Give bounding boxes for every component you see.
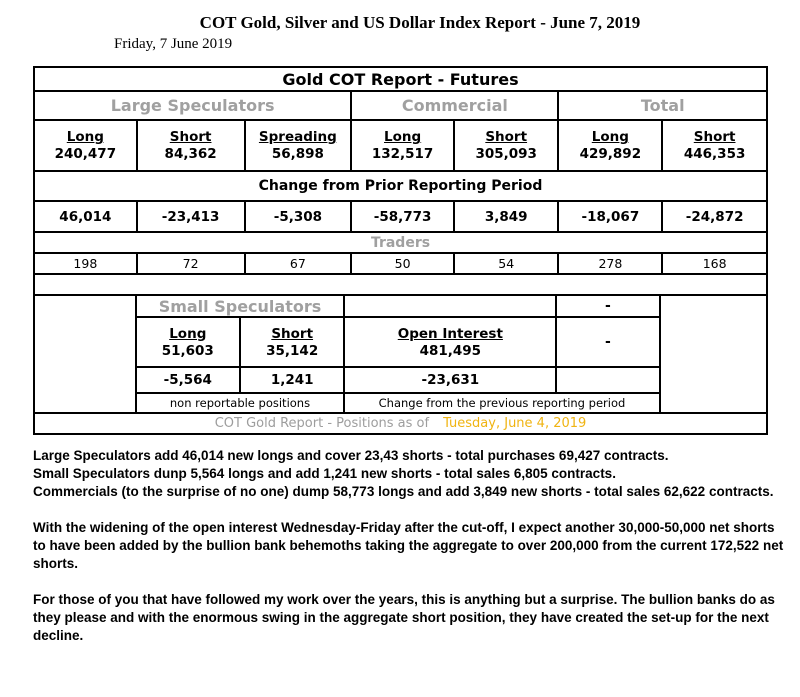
cell-commercial-short: [455, 121, 560, 170]
empty-spacer-cell-left: [35, 296, 137, 412]
column-header: Spreading: [258, 129, 337, 145]
cell-commercial-long: [352, 121, 455, 170]
column-header: Short: [271, 325, 314, 342]
position-value: 56,898: [271, 146, 324, 162]
small-spec-title-row: [137, 296, 659, 318]
change-value: -5,564: [137, 368, 241, 392]
change-value: 3,849: [455, 202, 560, 231]
gold-cot-table: [33, 66, 768, 435]
traders-header-row: [35, 233, 766, 254]
cell-largespec-long: [35, 121, 138, 170]
change-value: -24,872: [685, 208, 744, 225]
traders-count: 54: [455, 254, 560, 273]
cell-open-interest: [345, 318, 557, 366]
position-value: 84,362: [164, 146, 217, 162]
commentary-line: Large Speculators add 46,014 new longs and cover 23,43 shorts - total purchases 69,427 contracts.: [33, 448, 669, 463]
traders-values-row: [35, 254, 766, 275]
small-speculators-block: [35, 296, 766, 414]
traders-count: 168: [702, 256, 727, 271]
empty-spacer-cell-right: [659, 296, 766, 412]
column-header: Long: [66, 129, 104, 145]
column-header: Short: [693, 129, 736, 145]
traders-count: 72: [138, 254, 246, 273]
page: [0, 13, 800, 697]
position-value: 240,477: [54, 146, 117, 162]
cell-total-long: [559, 121, 663, 170]
column-header: Open Interest: [397, 325, 503, 342]
spacer-row: [35, 275, 766, 296]
small-spec-positions-row: [137, 318, 659, 368]
change-value: 46,014: [35, 202, 138, 231]
small-spec-footnote-row: [137, 394, 659, 412]
traders-count: 278: [559, 254, 663, 273]
commentary-paragraph-1: [33, 447, 785, 501]
column-header: Long: [384, 129, 422, 145]
traders-header: Traders: [370, 234, 431, 251]
change-value: -18,067: [559, 202, 663, 231]
column-header: Long: [169, 325, 207, 342]
footer-date: Tuesday, June 4, 2019: [443, 416, 587, 431]
change-value: -23,631: [345, 368, 557, 392]
position-value: 35,142: [266, 342, 319, 359]
cell-smallspec-short: [241, 318, 345, 366]
traders-count: 198: [35, 254, 138, 273]
footer-label: COT Gold Report - Positions as of: [214, 416, 430, 431]
position-value: 446,353: [683, 146, 746, 162]
nonreportable-footnote: non reportable positions: [137, 394, 346, 412]
change-footnote: Change from the previous reporting period: [378, 396, 626, 410]
change-header: Change from Prior Reporting Period: [258, 178, 543, 194]
section-commercial: Commercial: [352, 92, 559, 119]
empty-cell: [345, 296, 557, 316]
report-document: [0, 13, 800, 645]
positions-row: [35, 121, 766, 172]
change-header-row: [35, 172, 766, 202]
small-speculators-grid: [137, 296, 659, 412]
section-header-row: [35, 92, 766, 121]
position-value: 132,517: [371, 146, 434, 162]
change-value: -23,413: [138, 202, 246, 231]
empty-cell: [557, 368, 658, 392]
traders-count: 67: [246, 254, 353, 273]
cell-smallspec-long: [137, 318, 241, 366]
commentary-paragraph-2: With the widening of the open interest Wednesday-Friday after the cut-off, I expect another 30,000-50,000 net shorts to have been added by the bullion bank behemoths taking the aggregate to over 200,000 from the current 172,522 net shorts.: [33, 520, 784, 571]
change-value: -58,773: [352, 202, 455, 231]
cell-total-short: [663, 121, 766, 170]
cell-largespec-spreading: [246, 121, 353, 170]
cell-largespec-short: [138, 121, 246, 170]
position-value: 51,603: [161, 342, 214, 359]
commentary: [33, 447, 785, 645]
table-title: Gold COT Report - Futures: [282, 69, 519, 89]
table-footer-row: [35, 414, 766, 433]
column-header: Short: [485, 129, 528, 145]
traders-count: 50: [352, 254, 455, 273]
dash-cell: -: [605, 298, 611, 314]
section-large-speculators: Large Speculators: [35, 92, 352, 119]
report-date-line: Friday, 7 June 2019: [114, 36, 233, 52]
table-title-row: [35, 68, 766, 92]
column-header: Short: [169, 129, 212, 145]
small-spec-change-row: [137, 368, 659, 394]
commentary-line: Small Speculators dunp 5,564 longs and add 1,241 new shorts - total sales 6,805 contracts.: [33, 466, 616, 481]
change-values-row: [35, 202, 766, 233]
dash-cell: -: [605, 334, 611, 350]
section-total: Total: [640, 96, 685, 115]
position-value: 305,093: [475, 146, 537, 162]
position-value: 429,892: [579, 146, 642, 162]
commentary-line: Commercials (to the surprise of no one) dump 58,773 longs and add 3,849 new shorts - total sales 62,622 contracts.: [33, 484, 774, 499]
column-header: Long: [591, 129, 629, 145]
change-value: -5,308: [246, 202, 353, 231]
small-spec-title: Small Speculators: [137, 296, 346, 316]
commentary-paragraph-3: For those of you that have followed my work over the years, this is anything but a surprise. The bullion banks do as they please and with the enormous swing in the aggregate short position, they have created the set-up for the next decline.: [33, 592, 775, 643]
position-value: 481,495: [419, 342, 482, 359]
page-title: COT Gold, Silver and US Dollar Index Report - June 7, 2019: [199, 13, 641, 32]
change-value: 1,241: [241, 368, 345, 392]
